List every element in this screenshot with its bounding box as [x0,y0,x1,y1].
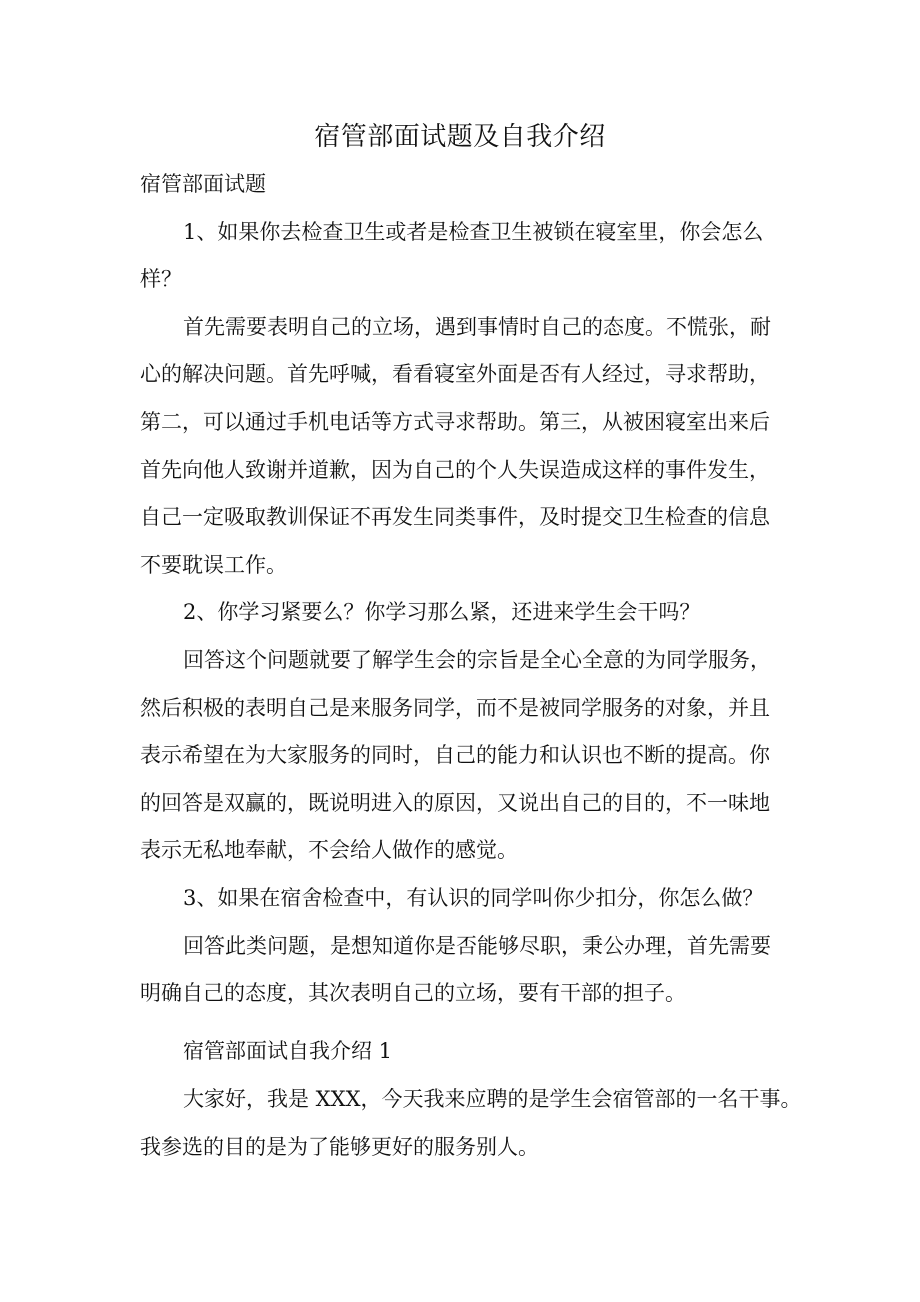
question-2: 2、你学习紧要么？你学习那么紧，还进来学生会干吗？ [183,600,701,625]
answer-3-line: 明确自己的态度，其次表明自己的立场，要有干部的担子。 [140,981,686,1006]
answer-3-line: 回答此类问题，是想知道你是否能够尽职，秉公办理，首先需要 [183,933,771,958]
answer-1-line: 首先向他人致谢并道歉，因为自己的个人失误造成这样的事件发生， [140,457,770,482]
answer-2-line: 表示无私地奉献，不会给人做作的感觉。 [140,838,518,863]
question-1-cont: 样？ [140,267,182,292]
answer-1-line: 心的解决问题。首先呼喊，看看寝室外面是否有人经过，寻求帮助， [140,362,770,387]
document-body [140,161,800,1171]
intro-line: 大家好，我是 XXX，今天我来应聘的是学生会宿管部的一名干事。 [183,1087,802,1112]
answer-2-line: 然后积极的表明自己是来服务同学，而不是被同学服务的对象，并且 [140,695,770,720]
section-heading: 宿管部面试题 [140,172,266,196]
answer-1-line: 自己一定吸取教训保证不再发生同类事件，及时提交卫生检查的信息 [140,505,770,530]
answer-1-line: 不要耽误工作。 [140,552,287,577]
answer-2-line: 表示希望在为大家服务的同时，自己的能力和认识也不断的提高。你 [140,743,770,768]
intro-heading: 宿管部面试自我介绍 1 [183,1038,393,1063]
answer-2-line: 回答这个问题就要了解学生会的宗旨是全心全意的为同学服务， [183,647,771,672]
question-1: 1、如果你去检查卫生或者是检查卫生被锁在寝室里，你会怎么 [183,219,764,244]
answer-1-line: 第二，可以通过手机电话等方式寻求帮助。第三，从被困寝室出来后 [140,409,770,434]
intro-line: 我参选的目的是为了能够更好的服务别人。 [140,1135,539,1160]
document-title: 宿管部面试题及自我介绍 [314,122,606,152]
answer-1-line: 首先需要表明自己的立场，遇到事情时自己的态度。不慌张，耐 [183,314,771,339]
answer-2-line: 的回答是双赢的，既说明进入的原因，又说出自己的目的，不一味地 [140,790,770,815]
question-3: 3、如果在宿舍检查中，有认识的同学叫你少扣分，你怎么做？ [183,885,764,910]
